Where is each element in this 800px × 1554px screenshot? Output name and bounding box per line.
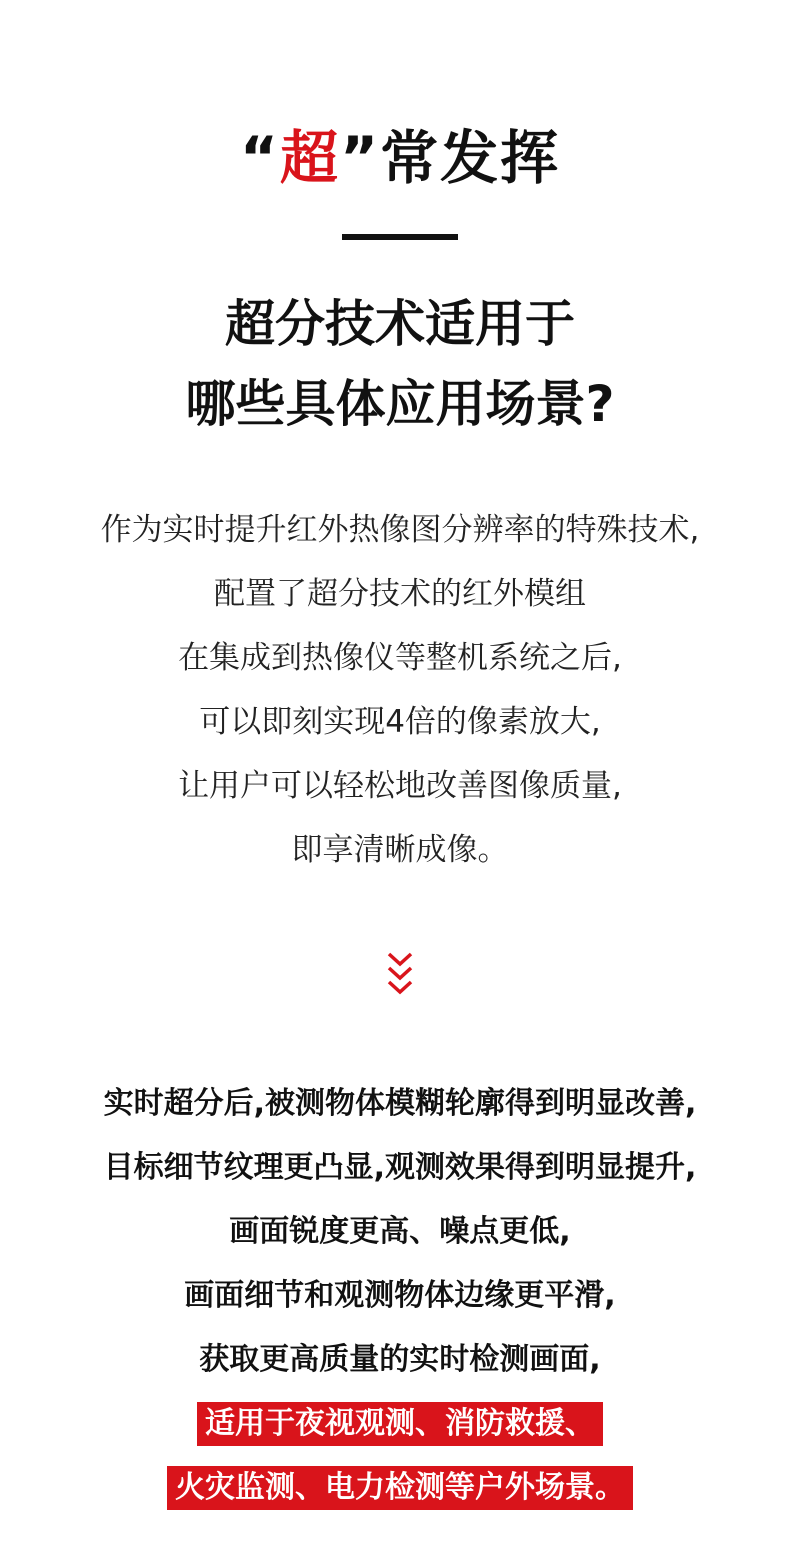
summary-line: 目标细节纹理更凸显,观测效果得到明显提升,: [103, 1150, 697, 1185]
question-line: 超分技术适用于: [225, 295, 575, 353]
highlight-row: [0, 1456, 800, 1520]
intro-line: 在集成到热像仪等整机系统之后,: [178, 640, 622, 676]
intro-line: 即享清晰成像。: [291, 832, 509, 868]
highlight-line: 适用于夜视观测、消防救援、: [197, 1402, 603, 1446]
summary-line: 获取更高质量的实时检测画面,: [199, 1342, 601, 1377]
heading-quote-close: ”: [340, 124, 381, 192]
section-heading: [0, 118, 800, 198]
heading-divider: [342, 234, 458, 240]
heading-quote-open: “: [239, 124, 280, 192]
question-title: [0, 284, 800, 444]
intro-paragraph: [0, 498, 800, 882]
intro-line: 配置了超分技术的红外模组: [214, 576, 586, 612]
heading-accent-char: 超: [279, 124, 340, 192]
chevrons-down-icon: [384, 950, 416, 1006]
summary-line: 画面锐度更高、噪点更低,: [229, 1214, 571, 1249]
intro-line: 让用户可以轻松地改善图像质量,: [178, 768, 622, 804]
summary-paragraph: [0, 1072, 800, 1520]
question-line: 哪些具体应用场景?: [185, 375, 615, 433]
heading-rest: 常发挥: [380, 124, 561, 192]
intro-line: 作为实时提升红外热像图分辨率的特殊技术,: [100, 512, 700, 548]
summary-line: 实时超分后,被测物体模糊轮廓得到明显改善,: [103, 1086, 697, 1121]
intro-line: 可以即刻实现4倍的像素放大,: [199, 704, 601, 740]
highlight-line: 火灾监测、电力检测等户外场景。: [167, 1466, 633, 1510]
highlight-row: [0, 1392, 800, 1456]
summary-line: 画面细节和观测物体边缘更平滑,: [184, 1278, 616, 1313]
